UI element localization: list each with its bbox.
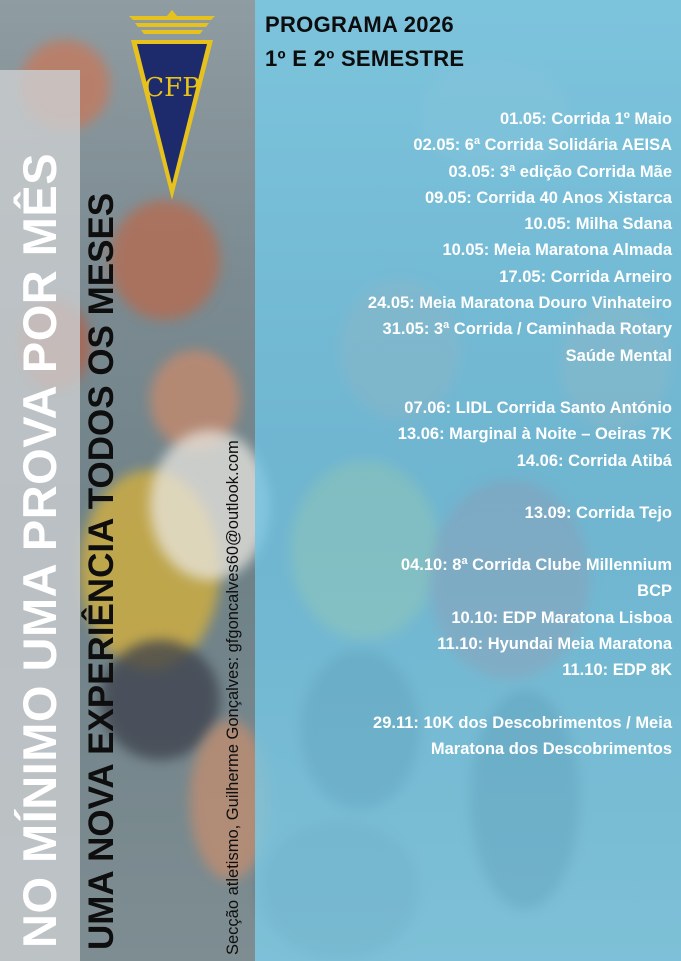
event-item: 01.05: Corrida 1º Maio: [499, 110, 672, 128]
event-item: 24.05: Meia Maratona Douro Vinhateiro: [367, 294, 672, 313]
logo-text: CFP: [144, 73, 200, 103]
program-title: [265, 8, 464, 76]
event-item: 13.09: Corrida Tejo: [524, 503, 672, 522]
subheadline-vertical: UMA NOVA EXPERIÊNCIA TODOS OS MESES: [82, 192, 121, 950]
event-item: 10.05: Meia Maratona Almada: [442, 241, 672, 260]
event-item-continued: BCP: [637, 582, 672, 601]
event-item: 31.05: 3ª Corrida / Caminhada Rotary: [382, 320, 672, 339]
event-item: 04.10: 8ª Corrida Clube Millennium: [400, 556, 672, 575]
event-item: 13.06: Marginal à Noite – Oeiras 7K: [397, 425, 672, 444]
title-line-1: PROGRAMA 2026: [265, 12, 454, 37]
spacer: [252, 474, 672, 500]
event-item-continued: Saúde Mental: [565, 346, 672, 365]
event-item: 11.10: Hyundai Meia Maratona: [437, 635, 672, 654]
title-line-2: 1º E 2º SEMESTRE: [265, 46, 465, 71]
events-list: [252, 106, 672, 762]
event-item: 11.10: EDP 8K: [562, 661, 672, 680]
headline-vertical: NO MÍNIMO UMA PROVA POR MÊS: [13, 152, 66, 948]
club-logo: [127, 8, 217, 203]
event-item: 17.05: Corrida Arneiro: [499, 267, 672, 286]
event-item-continued: Maratona dos Descobrimentos: [430, 739, 672, 758]
event-item: 10.05: Milha Sdana: [524, 215, 672, 234]
event-item: 07.06: LIDL Corrida Santo António: [404, 398, 672, 417]
spacer: [252, 526, 672, 552]
spacer: [252, 369, 672, 395]
event-item: 03.05: 3ª edição Corrida Mãe: [448, 162, 672, 181]
event-item: 10.10: EDP Maratona Lisboa: [451, 608, 672, 627]
event-item: 14.06: Corrida Atibá: [516, 451, 672, 470]
event-item: 29.11: 10K dos Descobrimentos / Meia: [373, 713, 672, 732]
event-item: 09.05: Corrida 40 Anos Xistarca: [424, 188, 672, 207]
spacer: [252, 684, 672, 710]
event-item: 02.05: 6ª Corrida Solidária AEISA: [413, 136, 672, 155]
contact-vertical: Secção atletismo, Guilherme Gonçalves: gfgoncalves60@outlook.com: [224, 440, 242, 955]
